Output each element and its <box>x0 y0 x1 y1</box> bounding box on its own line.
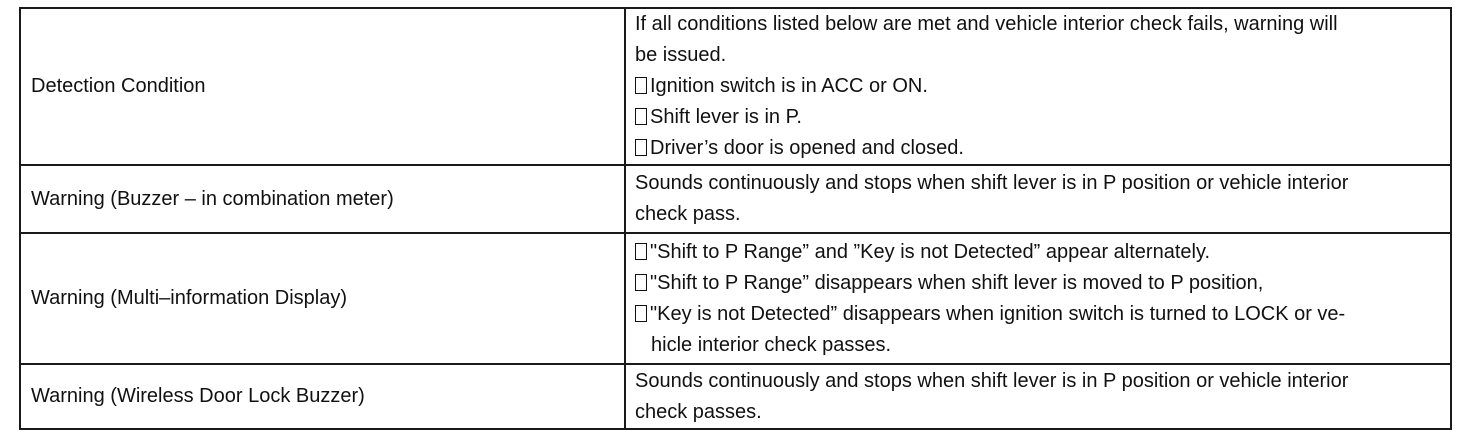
table-row <box>20 165 1451 233</box>
description-line: check passes. <box>635 400 762 423</box>
row-label: Warning (Buzzer – in combination meter) <box>20 165 625 233</box>
description-line: be issued. <box>635 44 727 66</box>
row-description <box>625 233 1451 364</box>
bullet-text: "Shift to P Range” disappears when shift lever is moved to P position, <box>650 271 1264 294</box>
description-line: If all conditions listed below are met and vehicle interior check fails, warning will <box>635 13 1338 35</box>
description-line: Sounds continuously and stops when shift lever is in P position or vehicle interior <box>635 369 1349 392</box>
checkbox-bullet-icon <box>635 77 647 94</box>
checkbox-bullet-icon <box>635 243 647 260</box>
bullet-text: Driver’s door is opened and closed. <box>650 137 964 159</box>
checkbox-bullet-icon <box>635 305 647 322</box>
table-row <box>20 8 1451 165</box>
bullet-item <box>635 71 1436 102</box>
bullet-item <box>635 133 1436 164</box>
table-row <box>20 233 1451 364</box>
description-line: Sounds continuously and stops when shift lever is in P position or vehicle interior <box>635 172 1349 194</box>
bullet-text: Shift lever is in P. <box>650 106 802 128</box>
row-description <box>625 165 1451 233</box>
table-row <box>20 364 1451 429</box>
bullet-item <box>635 102 1436 133</box>
bullet-item <box>635 237 1436 268</box>
checkbox-bullet-icon <box>635 139 647 156</box>
bullet-text: Ignition switch is in ACC or ON. <box>650 75 928 97</box>
row-label: Warning (Wireless Door Lock Buzzer) <box>20 364 625 429</box>
checkbox-bullet-icon <box>635 274 647 291</box>
bullet-continuation: hicle interior check passes. <box>651 333 892 356</box>
row-description <box>625 364 1451 429</box>
bullet-text: "Shift to P Range” and ”Key is not Detected” appear alternately. <box>650 240 1211 263</box>
warning-spec-table <box>19 7 1452 430</box>
row-label: Warning (Multi–information Display) <box>20 233 625 364</box>
checkbox-bullet-icon <box>635 108 647 125</box>
bullet-item <box>635 299 1436 330</box>
description-line: check pass. <box>635 203 741 225</box>
row-label: Detection Condition <box>20 8 625 165</box>
bullet-item <box>635 268 1436 299</box>
bullet-text: "Key is not Detected” disappears when ignition switch is turned to LOCK or ve- <box>650 302 1346 325</box>
row-description <box>625 8 1451 165</box>
